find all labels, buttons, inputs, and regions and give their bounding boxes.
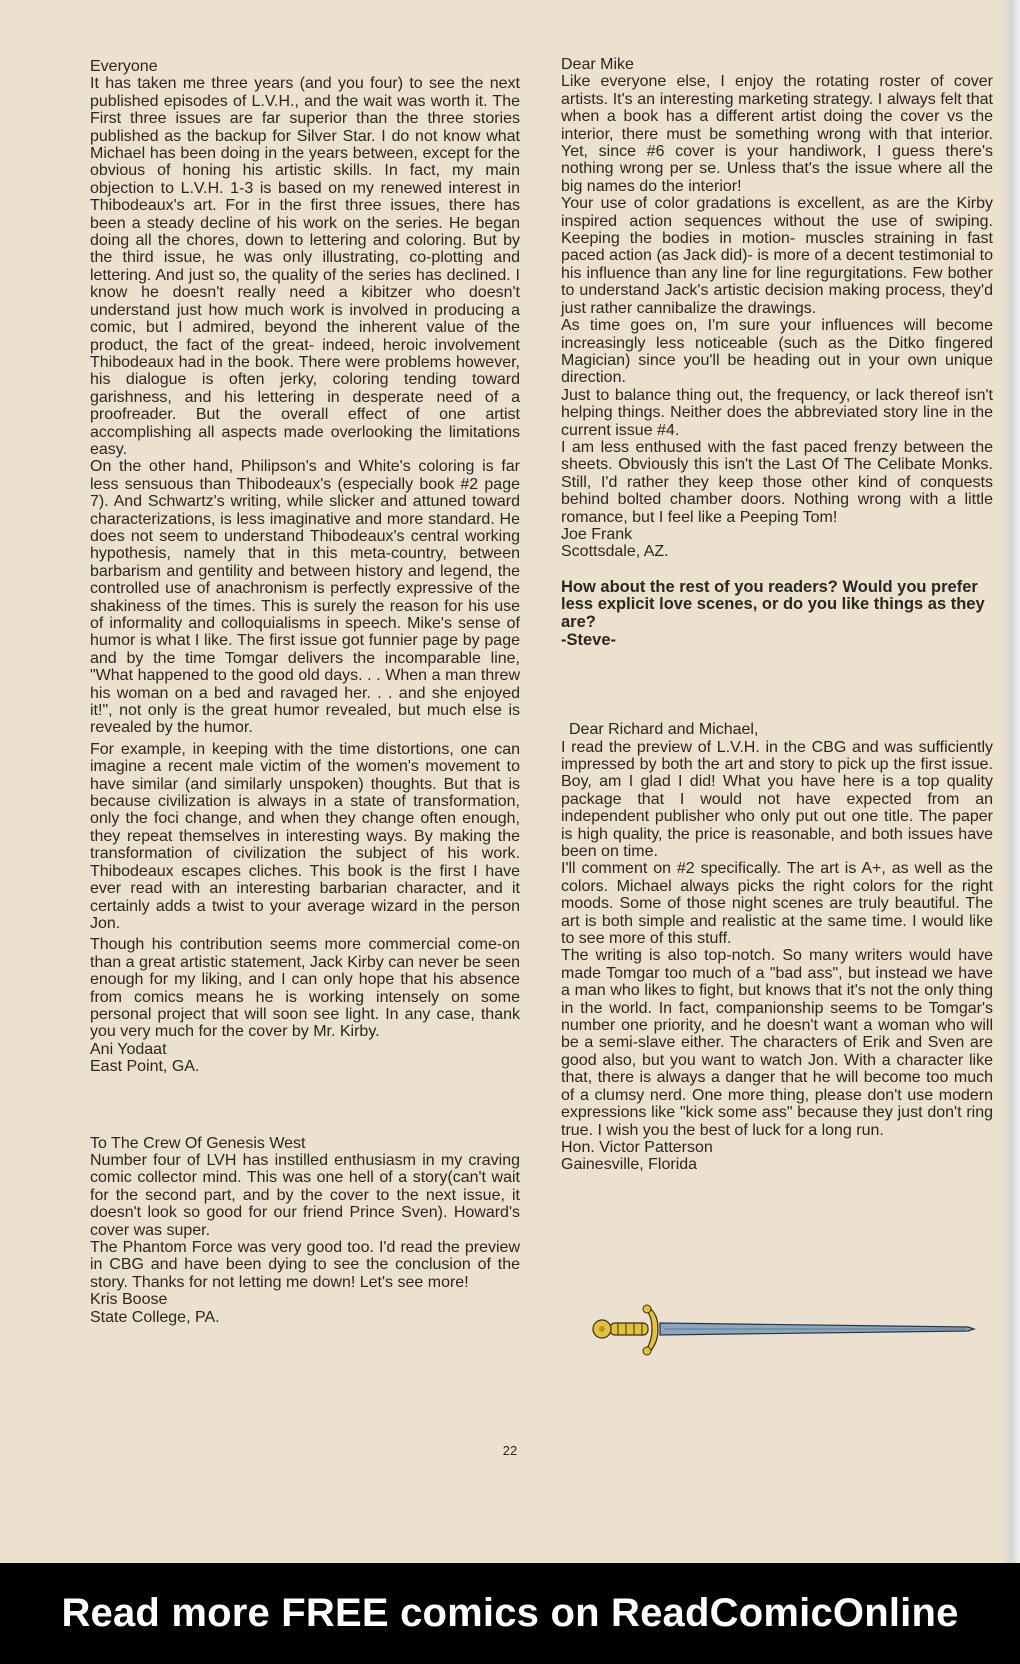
letter-paragraph: Your use of color gradations is excellent, as are the Kirby inspired action sequences without the use of swiping. Keeping the bodies in motion- muscles straining in fast paced action (as Jack did)- is more of a decent testimonial to his influence than any line for line regurgitations. Few bother to understand Jack's artistic decision making process, they'd just rather cannibalize the drawings. xyxy=(561,195,993,317)
letter-paragraph: Though his contribution seems more commercial come-on than a great artistic statement, Jack Kirby can never be seen enough for my liking, and I can only hope that his absence from comics means he is working intensely on some personal project that will soon see light. In any case, thank you very much for the cover by Mr. Kirby. xyxy=(90,936,520,1041)
letter-paragraph: The Phantom Force was very good too. I'd read the preview in CBG and have been dying to see the conclusion of the story. Thanks for not letting me down! Let's see more! xyxy=(90,1239,520,1291)
letter-paragraph: I read the preview of L.V.H. in the CBG and was sufficiently impressed by both the art and story to pick up the first issue. Boy, am I glad I did! What you have here is a top quality package that I would not have expected from an independent publisher who only put out one title. The paper is high quality, the price is reasonable, and both issues have been on time. xyxy=(561,738,993,860)
letter-greeting: Dear Richard and Michael, xyxy=(569,721,759,739)
letter-signature-name: Hon. Victor Patterson xyxy=(561,1138,713,1156)
editor-reply-text: How about the rest of you readers? Would you prefer less explicit love scenes, or do you like things as they are? xyxy=(561,577,985,631)
letter-paragraph: Like everyone else, I enjoy the rotating roster of cover artists. It's an interesting marketing strategy. I always felt that when a book has a different artist doing the cover vs the interior, there must be something wrong with that interior. Yet, since #6 cover is your handiwork, I guess there's nothing wrong per se. Unless that's the issue where all the big names do the interior! xyxy=(561,73,993,195)
editor-reply-signature: -Steve- xyxy=(561,630,617,649)
letter-signature-name: Kris Boose xyxy=(90,1291,168,1309)
letter-joe-frank xyxy=(561,56,993,561)
promo-banner[interactable]: Read more FREE comics on ReadComicOnline xyxy=(0,1563,1020,1664)
letter-paragraph: On the other hand, Philipson's and White's coloring is far less sensuous than Thibodeaux's (especially book #2 page 7). And Schwartz's writing, while slicker and attuned toward characterizations, is less imaginative and more standard. He does not seem to understand Thibodeaux's central working hypothesis, namely that in this meta-country, between barbarism and gentility and between history and legend, the controlled use of anachronism is perfectly expressive of the shakiness of the times. This is surely the reason for his use of informality and colloquialisms in speech. Mike's sense of humor is what I like. The first issue got funnier page by page and by the time Tomgar delivers the incomparable line, "What happened to the good old days. . . When a man threw his woman on a bed and ravaged her. . . and she enjoyed it!", not only is the great humor revealed, but much else is revealed by the humor. xyxy=(90,458,520,737)
letter-victor-patterson xyxy=(561,721,993,1174)
letter-paragraph: For example, in keeping with the time distortions, one can imagine a recent male victim of the women's movement to have similar (and similarly unspoken) thoughts. But that is because civilization is always in a state of transformation, only the foci change, and when they change often enough, they repeat themselves in interesting ways. By making the transformation of civilization the subject of his work. Thibodeaux escapes cliches. This book is the first I have ever read with an interesting barbarian character, and it certainly adds a twist to your average wizard in the person Jon. xyxy=(90,740,520,932)
page-number: 22 xyxy=(502,1443,518,1458)
letter-paragraph: The writing is also top-notch. So many writers would have made Tomgar too much of a "bad ass", but instead we have a man who likes to fight, but knows that it's not the only thing in the world. In fact, companionship seems to be Tomgar's number one priority, and he doesn't want a woman who will be a semi-slave either. The characters of Erik and Sven are good also, but you want to watch Jon. With a character like that, there is always a danger that he will become too much of a clumsy nerd. One more thing, please don't use modern expressions like "kick some ass" because they just don't ring true. I wish you the best of luck for a long run. xyxy=(561,947,993,1139)
letter-greeting: To The Crew Of Genesis West xyxy=(90,1134,306,1152)
letter-paragraph: Just to balance thing out, the frequency, or lack thereof isn't helping things. Neither does the abbreviated story line in the current issue #4. xyxy=(561,386,993,439)
sword-icon xyxy=(588,1300,976,1358)
page-edge xyxy=(1000,0,1020,1563)
left-column xyxy=(90,58,520,1326)
letter-ani-yodaat xyxy=(90,58,520,1076)
letter-paragraph: I'll comment on #2 specifically. The art is A+, as well as the colors. Michael always picks the right colors for the right moods. Some of those night scenes are truly beautiful. The art is both simple and realistic at the same time. I would like to see more of this stuff. xyxy=(561,860,993,948)
letter-signature-place: Scottsdale, AZ. xyxy=(561,543,669,561)
letter-signature-name: Ani Yodaat xyxy=(90,1040,167,1058)
letter-kris-boose xyxy=(90,1135,520,1326)
editor-reply xyxy=(561,579,993,649)
letter-signature-place: Gainesville, Florida xyxy=(561,1156,698,1174)
letter-paragraph: It has taken me three years (and you four) to see the next published episodes of L.V.H., and the wait was worth it. The First three issues are far superior than the three stories published as the backup for Silver Star. I do not know what Michael has been doing in the years between, except for the obvious of honing his artistic skills. In fact, my main objection to L.V.H. 1-3 is based on my renewed interest in Thibodeaux's art. For in the first three issues, there has been a steady decline of his work on the series. He began doing all the chores, down to lettering and coloring. But by the third issue, he was only illustrating, co-plotting and lettering. And just so, the quality of the series has declined. I know he doesn't really need a kibitzer who doesn't understand just how much work is involved in producing a comic, but I admired, beyond the inherent value of the product, the fact of the great- indeed, heroic involvement Thibodeaux had in the book. There were problems however, his dialogue is often jerky, coloring tending toward garishness, and his lettering in desperate need of a proofreader. But the overall effect of one artist accomplishing all aspects made overlooking the limitations easy. xyxy=(90,75,520,458)
letter-signature-name: Joe Frank xyxy=(561,525,633,543)
right-column xyxy=(561,56,993,1174)
letter-greeting: Everyone xyxy=(90,58,158,75)
letter-signature-place: East Point, GA. xyxy=(90,1058,200,1076)
letter-paragraph: Number four of LVH has instilled enthusiasm in my craving comic collector mind. This was one hell of a story(can't wait for the second part, and by the cover to the next issue, it doesn't look so good for our friend Prince Sven). Howard's cover was super. xyxy=(90,1151,520,1239)
letter-signature-place: State College, PA. xyxy=(90,1308,220,1326)
letter-greeting: Dear Mike xyxy=(561,56,634,73)
letter-paragraph: As time goes on, I'm sure your influences will become increasingly less noticeable (such as the Ditko fingered Magician) since you'll be heading out in your own unique direction. xyxy=(561,317,993,387)
letter-paragraph: I am less enthused with the fast paced frenzy between the sheets. Obviously this isn't the Last Of The Celibate Monks. Still, I'd rather they keep those other kind of conquests behind bolted chamber doors. Nothing wrong with a little romance, but I feel like a Peeping Tom! xyxy=(561,438,993,526)
